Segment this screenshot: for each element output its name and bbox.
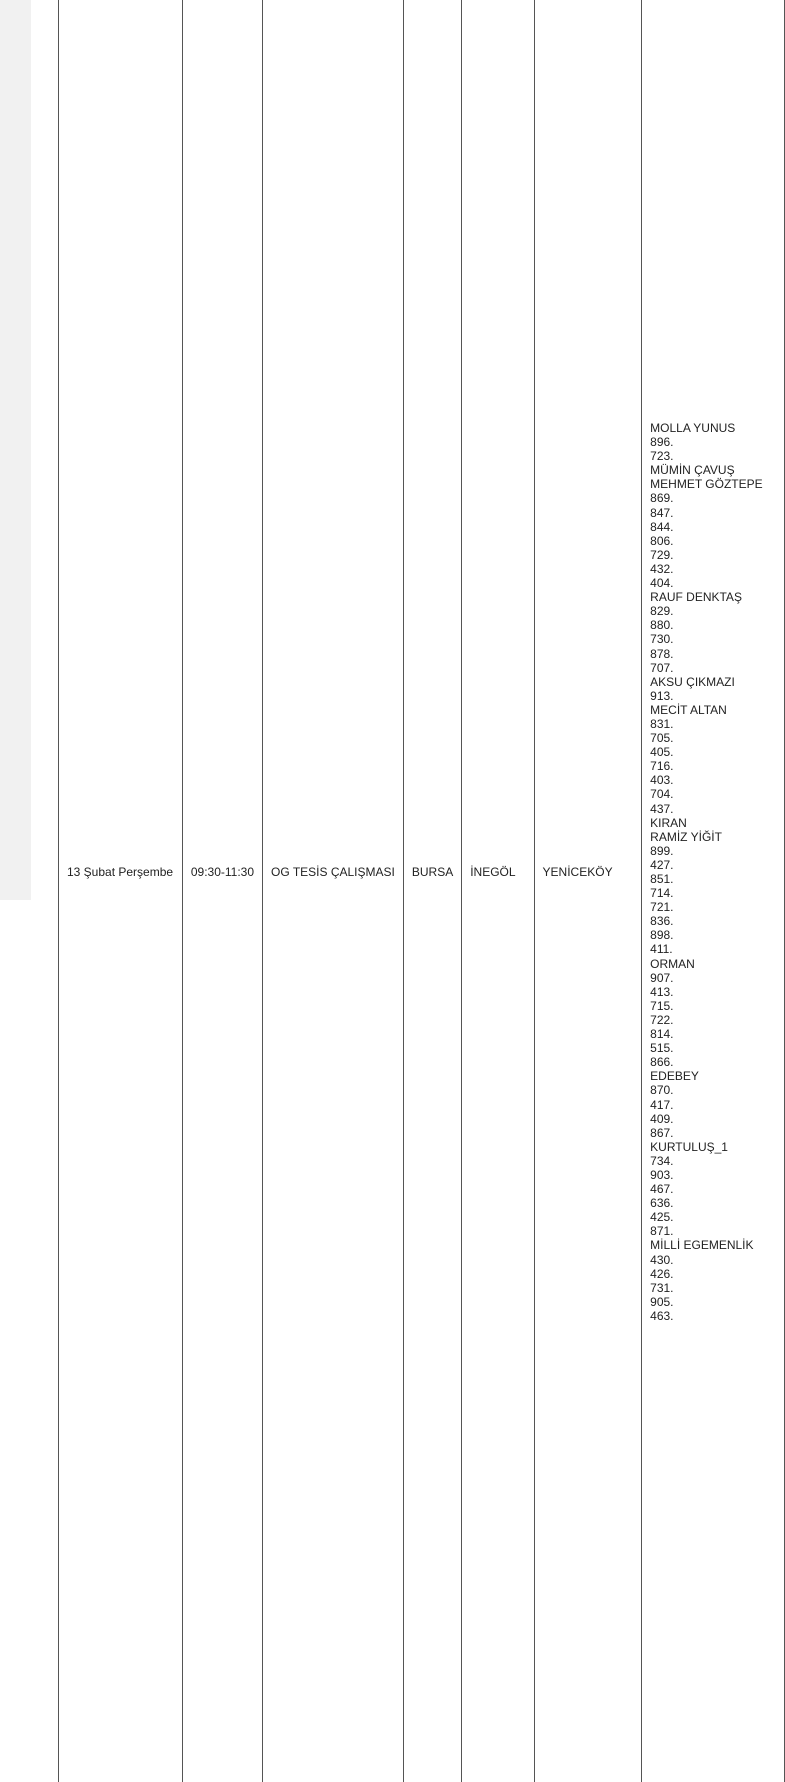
street-item: 814.	[650, 1027, 674, 1042]
street-item: 427.	[650, 857, 674, 872]
street-item: 729.	[650, 547, 674, 562]
street-list	[650, 421, 776, 1323]
outage-table	[58, 0, 785, 1782]
work-type-text: OG TESİS ÇALIŞMASI	[271, 865, 395, 879]
street-item: MECİT ALTAN	[650, 702, 727, 717]
street-item: 913.	[650, 688, 674, 703]
table-row	[59, 0, 785, 1782]
street-item: 426.	[650, 1266, 674, 1281]
street-item: 715.	[650, 998, 674, 1013]
cell-time	[182, 0, 262, 1782]
street-item: 907.	[650, 970, 674, 985]
street-item: 467.	[650, 1182, 674, 1197]
street-item: 866.	[650, 1055, 674, 1070]
cell-date	[59, 0, 183, 1782]
street-item: 871.	[650, 1224, 674, 1239]
street-item: 869.	[650, 491, 674, 506]
street-item: 903.	[650, 1167, 674, 1182]
street-item: RAMİZ YİĞİT	[650, 829, 722, 844]
street-item: 409.	[650, 1111, 674, 1126]
street-item: 847.	[650, 505, 674, 520]
street-item: 403.	[650, 773, 674, 788]
street-item: 707.	[650, 660, 674, 675]
cell-work-type	[263, 0, 404, 1782]
page-left-gutter	[0, 0, 31, 900]
street-item: KURTULUŞ_1	[650, 1139, 728, 1154]
street-item: 831.	[650, 716, 674, 731]
street-item: MEHMET GÖZTEPE	[650, 477, 763, 492]
neighborhood-text: YENİCEKÖY	[542, 865, 613, 879]
street-item: 721.	[650, 900, 674, 915]
cell-streets	[642, 0, 785, 1782]
date-text: 13 Şubat Perşembe	[67, 865, 174, 879]
street-item: KIRAN	[650, 815, 687, 830]
time-text: 09:30-11:30	[190, 865, 255, 879]
street-item: 844.	[650, 519, 674, 534]
street-item: 723.	[650, 449, 674, 464]
street-item: 404.	[650, 576, 674, 591]
street-item: 730.	[650, 632, 674, 647]
cell-district	[462, 0, 534, 1782]
street-item: ORMAN	[650, 956, 695, 971]
street-item: 867.	[650, 1125, 674, 1140]
street-item: 704.	[650, 787, 674, 802]
street-item: 425.	[650, 1210, 674, 1225]
street-item: 899.	[650, 843, 674, 858]
street-item: 722.	[650, 1012, 674, 1027]
street-item: 878.	[650, 646, 674, 661]
street-item: 806.	[650, 533, 674, 548]
street-item: 430.	[650, 1252, 674, 1267]
street-item: 463.	[650, 1308, 674, 1323]
street-item: 731.	[650, 1280, 674, 1295]
street-item: 413.	[650, 984, 674, 999]
street-item: MOLLA YUNUS	[650, 421, 736, 435]
street-item: AKSU ÇIKMAZI	[650, 674, 735, 689]
street-item: 734.	[650, 1153, 674, 1168]
street-item: 636.	[650, 1196, 674, 1211]
street-item: 905.	[650, 1294, 674, 1309]
street-item: 870.	[650, 1083, 674, 1098]
street-item: 851.	[650, 872, 674, 886]
street-item: 432.	[650, 561, 674, 576]
street-item: 836.	[650, 914, 674, 929]
street-item: 880.	[650, 618, 674, 633]
street-item: 515.	[650, 1041, 674, 1056]
cell-neighborhood	[534, 0, 642, 1782]
street-item: 411.	[650, 942, 673, 957]
street-item: MİLLİ EGEMENLİK	[650, 1238, 754, 1253]
outage-table-container	[31, 0, 785, 1323]
street-item: EDEBEY	[650, 1069, 699, 1084]
street-item: 716.	[650, 759, 674, 774]
street-item: 705.	[650, 731, 674, 746]
street-item: 417.	[650, 1097, 674, 1112]
cell-city	[403, 0, 461, 1782]
street-item: 405.	[650, 745, 674, 760]
street-item: MÜMİN ÇAVUŞ	[650, 463, 735, 478]
street-item: 898.	[650, 928, 674, 943]
street-item: 437.	[650, 801, 674, 816]
city-text: BURSA	[411, 865, 454, 879]
street-item: 829.	[650, 604, 674, 619]
street-item: 896.	[650, 435, 674, 450]
street-item: 714.	[650, 886, 674, 901]
district-text: İNEGÖL	[470, 865, 516, 879]
street-item: RAUF DENKTAŞ	[650, 590, 742, 605]
